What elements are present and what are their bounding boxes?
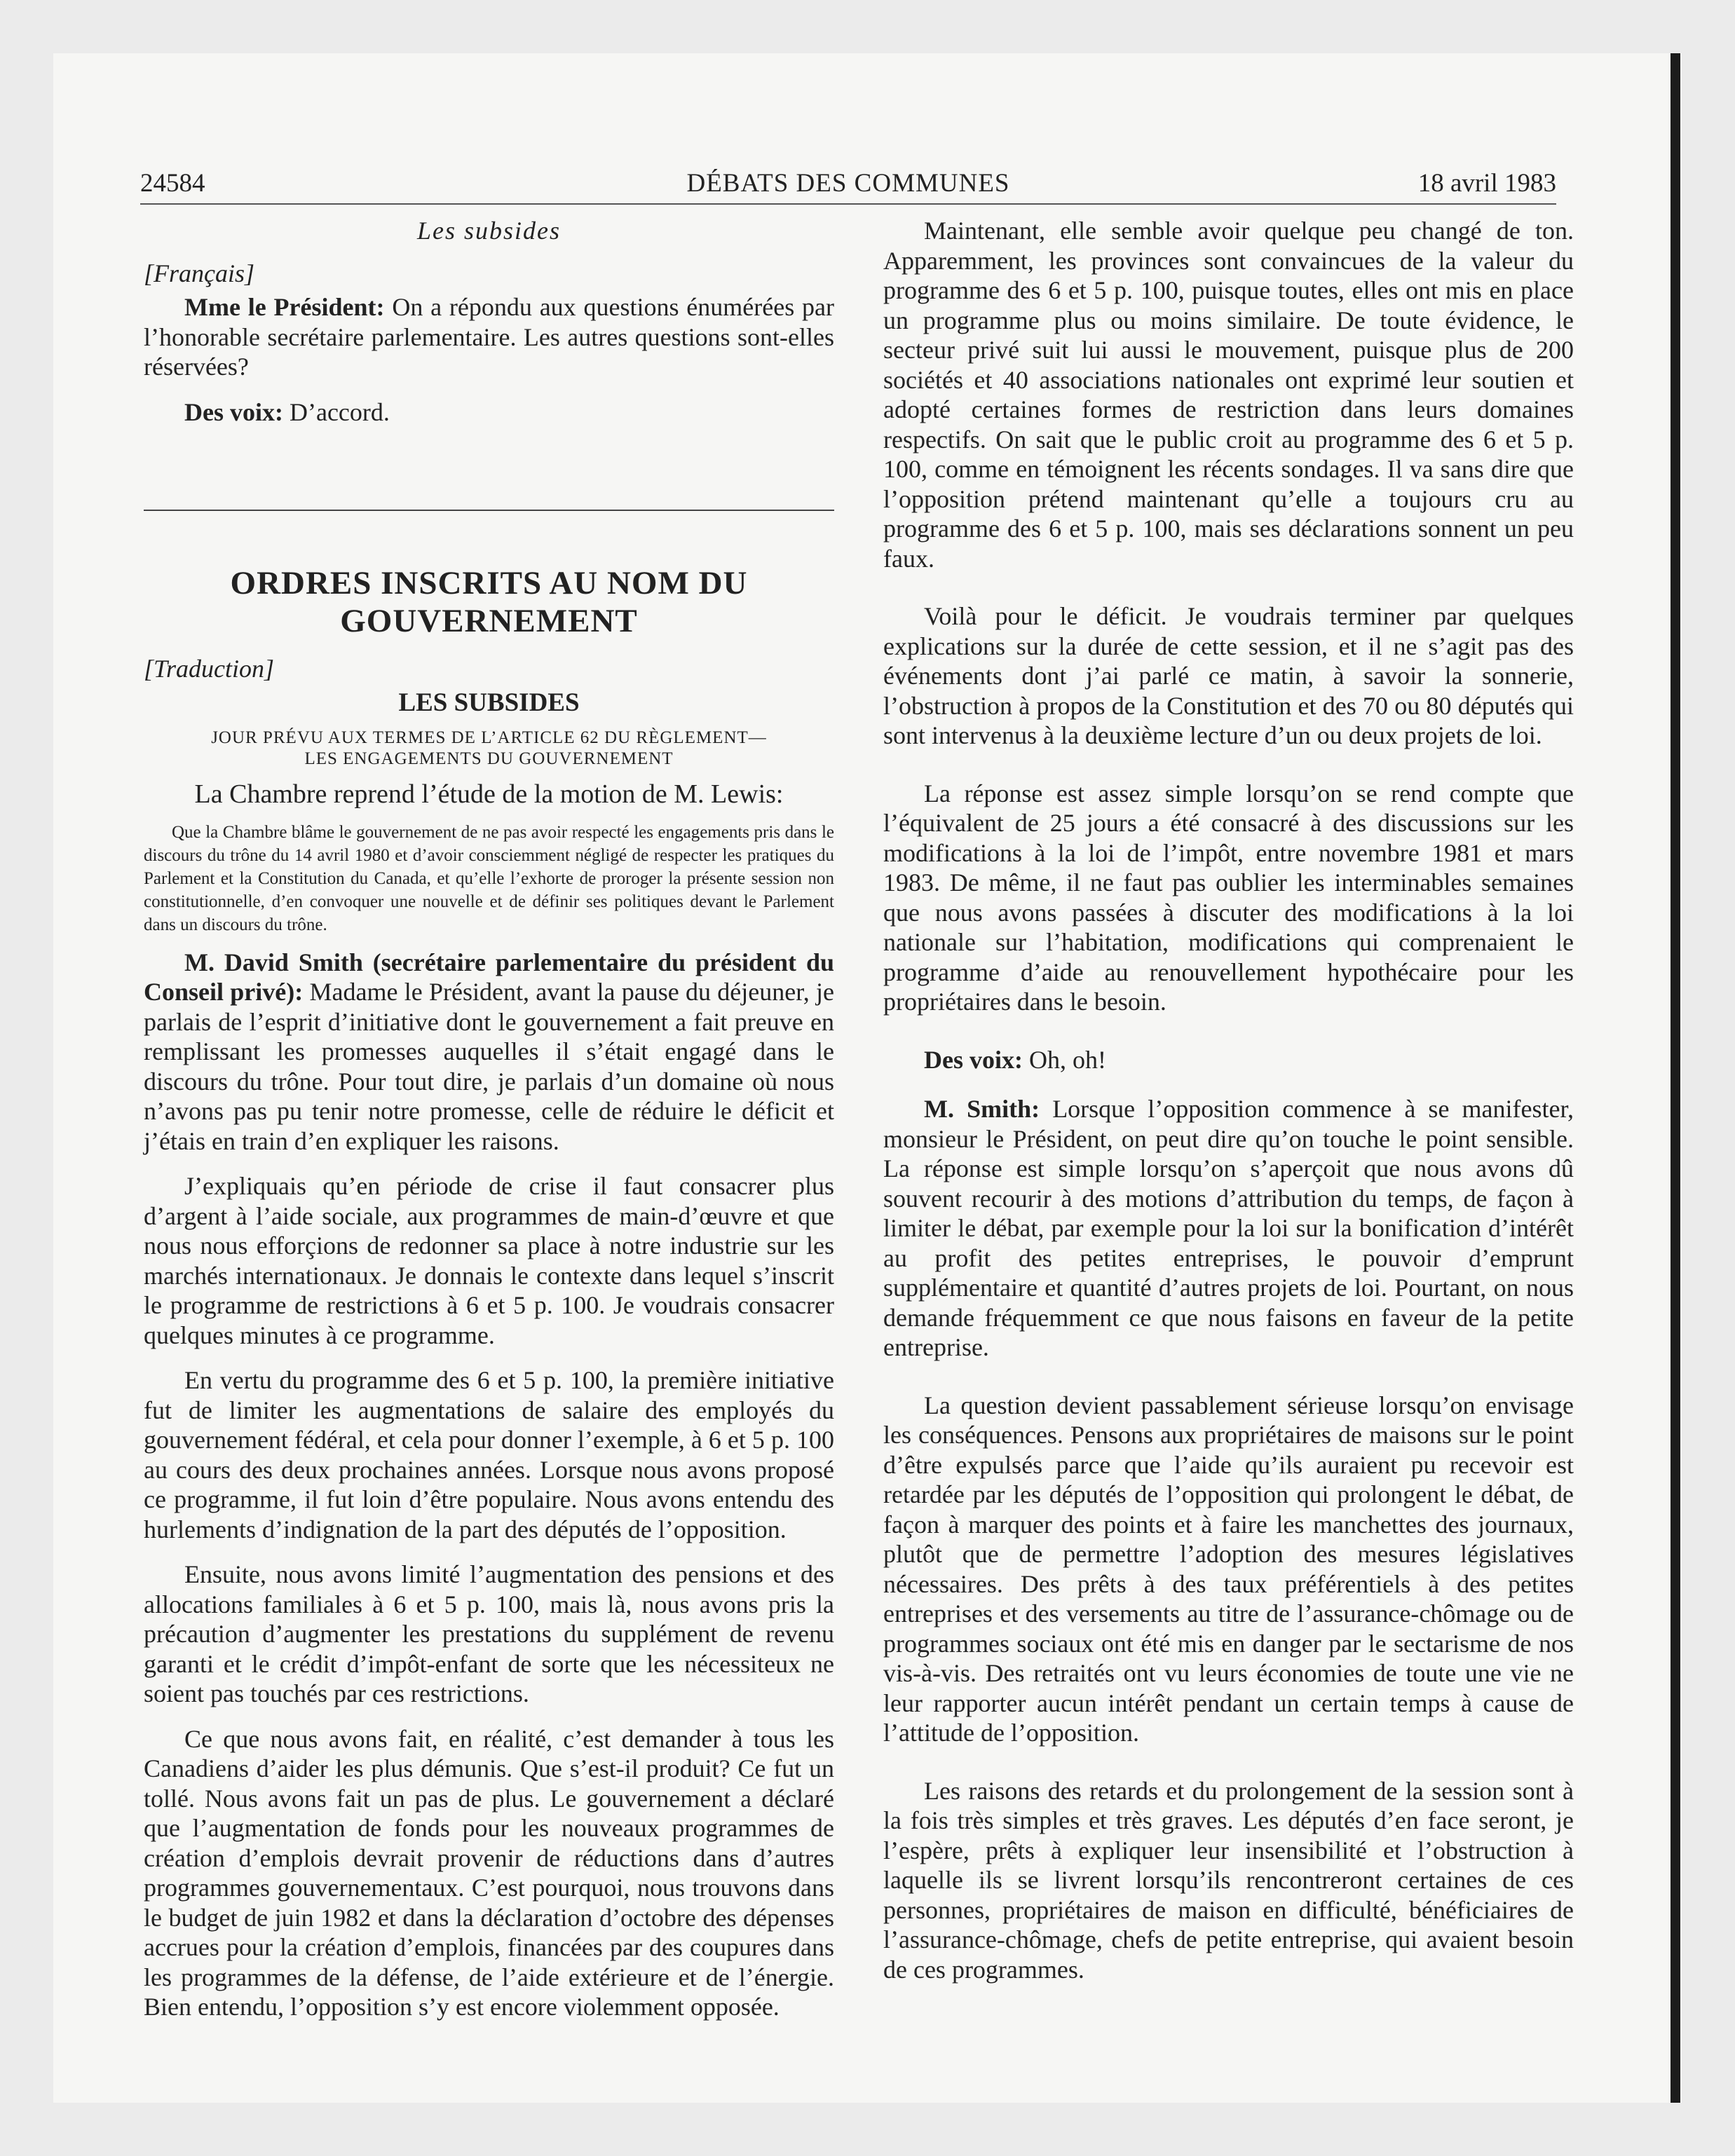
paragraph-text: Lorsque l’opposition commence à se manifester, monsieur le Président, on peut dire qu’on touche le point sensible. La réponse est simple lorsqu’on s’aperçoit que nous avons dû souvent recourir à des motions d’attribution du temps, de façon à limiter le débat, par exemple pour la loi sur la bonification d’intérêt au profit des petites entreprises, le pouvoir d’emprunt supplémentaire et quantité d’autres projets de loi. Pourtant, on nous demande fréquemment ce que nous faisons en faveur de la petite entreprise. xyxy=(883,1095,1574,1361)
subtitle-line: JOUR PRÉVU AUX TERMES DE L’ARTICLE 62 DU RÈGLEMENT— xyxy=(211,728,767,747)
issue-date: 18 avril 1983 xyxy=(1417,169,1556,198)
paragraph: Ce que nous avons fait, en réalité, c’est demander à tous les Canadiens d’aider les plus démunis. Que s’est-il produit? Ce fut un tollé. Nous avons fait un pas de plus. Le gouvernement a déclaré que l’augmentation de fonds pour les nouveaux programmes de création d’emplois devrait provenir de réductions dans d’autres programmes gouvernementaux. C’est pourquoi, nous trouvons dans le budget de juin 1982 et dans la déclaration d’octobre des dépenses accrues pour la création d’emplois, financées par des coupures dans les programmes de la défense, de l’aide extérieure et de l’énergie. Bien entendu, l’opposition s’y est encore violemment opposée. xyxy=(144,1724,834,2021)
speaker-label: Mme le Président: xyxy=(184,293,385,321)
paragraph: Maintenant, elle semble avoir quelque peu changé de ton. Apparemment, les provinces sont convaincues de la valeur du programme des 6 et 5 p. 100, puisque toutes, elles ont mis en place un programme plus ou moins similaire. De toute évidence, le secteur privé suit lui aussi le mouvement, puisque plus de 200 sociétés et 40 associations nationales ont exprimé leur soutien et adopté certaines formes de restriction dans leurs domaines respectifs. On sait que le public croit au programme des 6 et 5 p. 100, comme en témoignent les récents sondages. Il va sans dire que l’opposition prétend maintenant qu’elle a toujours cru au programme des 6 et 5 p. 100, mais ses déclarations sonnent un peu faux. xyxy=(883,217,1574,573)
left-column xyxy=(144,216,834,2038)
paragraph-text: Oh, oh! xyxy=(1022,1045,1106,1074)
subtitle-line: LES ENGAGEMENTS DU GOUVERNEMENT xyxy=(304,749,674,768)
paragraph xyxy=(883,1045,1574,1075)
running-head xyxy=(140,168,1556,205)
paragraph xyxy=(144,948,834,1157)
paragraph: La question devient passablement sérieuse lorsqu’on envisage les conséquences. Pensons aux propriétaires de maisons sur le point d’être expulsés parce que l’aide qu’ils auraient pu recevoir est retardée par les députés de l’opposition qui prolongent le débat, de façon à marquer des points et à faire les manchettes des journaux, plutôt que de permettre l’adoption des mesures législatives nécessaires. Des prêts à des taux préférentiels à des petites entreprises et des versements au titre de l’assurance-chômage ou de programmes sociaux ont été mis en danger par le sectarisme de nos vis-à-vis. Des retraités ont vu leurs économies de toute une vie ne leur rapporter aucun intérêt pendant un certain temps à cause de l’attitude de l’opposition. xyxy=(883,1391,1574,1747)
scan-edge-bar xyxy=(1671,53,1680,2103)
page-number: 24584 xyxy=(140,169,205,198)
paragraph: J’expliquais qu’en période de crise il faut consacrer plus d’argent à l’aide sociale, aux programmes de main-d’œuvre et que nous nous efforçions de redonner sa place à notre industrie sur les marchés internationaux. Je donnais le contexte dans lequel s’inscrit le programme de restrictions à 6 et 5 p. 100. Je voudrais consacrer quelques minutes à ce programme. xyxy=(144,1172,834,1349)
speaker-label: Des voix: xyxy=(184,397,283,426)
language-tag-francais: [Français] xyxy=(144,259,255,287)
paragraph: Ensuite, nous avons limité l’augmentation des pensions et des allocations familiales à 6 et 5 p. 100, mais là, nous avons pris la précaution d’augmenter les prestations du supplément de revenu garanti et le crédit d’impôt-enfant de sorte que les nécessiteux ne soient pas touchés par ces restrictions. xyxy=(144,1560,834,1707)
speaker-label: Des voix: xyxy=(924,1045,1023,1074)
order-of-day-subtitle xyxy=(144,728,834,770)
motion-intro: La Chambre reprend l’étude de la motion de M. Lewis: xyxy=(194,779,784,809)
subsection-heading: LES SUBSIDES xyxy=(398,688,580,717)
section-heading xyxy=(144,564,834,640)
paragraph xyxy=(144,397,834,428)
section-divider xyxy=(144,510,834,511)
right-column xyxy=(883,216,1574,2012)
motion-text: Que la Chambre blâme le gouvernement de ne pas avoir respecté les engagements pris dans le discours du trône du 14 avril 1980 et d’avoir consciemment négligé de respecter les pratiques du Parlement et la Constitution du Canada, et qu’elle l’exhorte de proroger la présente session non constitutionnelle, d’en convoquer une nouvelle et de définir ses politiques devant le Parlement dans un discours du trône. xyxy=(144,822,834,934)
paragraph-text: D’accord. xyxy=(283,397,390,426)
paragraph: Voilà pour le déficit. Je voudrais terminer par quelques explications sur la durée de cette session, et il ne s’agit pas des événements dont j’ai parlé ce matin, à savoir la sonnerie, l’obstruction à propos de la Constitution et des 70 ou 80 députés qui sont intervenus à la deuxième lecture d’un ou deux projets de loi. xyxy=(883,602,1574,749)
paragraph-text: On a répondu aux questions énumérées par l’honorable secrétaire parlementaire. Les autres questions sont-elles réservées? xyxy=(144,293,834,381)
publication-title: DÉBATS DES COMMUNES xyxy=(686,169,1010,198)
paragraph: En vertu du programme des 6 et 5 p. 100, la première initiative fut de limiter les augmentations de salaire des employés du gouvernement fédéral, et cela pour donner l’exemple, à 6 et 5 p. 100 au cours des deux prochaines années. Lorsque nous avons proposé ce programme, il fut loin d’être populaire. Nous avons entendu des hurlements d’indignation de la part des députés de l’opposition. xyxy=(144,1366,834,1543)
speaker-label: M. Smith: xyxy=(924,1095,1040,1123)
language-tag-traduction: [Traduction] xyxy=(144,655,275,683)
heading-line: ORDRES INSCRITS AU NOM DU xyxy=(230,565,748,601)
paragraph-text: Madame le Président, avant la pause du déjeuner, je parlais de l’esprit d’initiative dont le gouvernement a fait preuve en remplissant les promesses auquelles il s’était engagé dans le discours du trône. Pour tout dire, je parlais d’un domaine où nous n’avons pas pu tenir notre promesse, celle de réduire le déficit et j’étais en train d’en expliquer les raisons. xyxy=(144,978,835,1155)
speaker-label: M. David Smith (secrétaire parlementaire du président du Conseil privé): xyxy=(144,948,834,1006)
paragraph: La réponse est assez simple lorsqu’on se rend compte que l’équivalent de 25 jours a été consacré à des discussions sur les modifications à la loi de l’impôt, entre novembre 1981 et mars 1983. De même, il ne faut pas oublier les interminables semaines que nous avons passées à discuter des modifications à la loi nationale sur l’habitation, modifications qui comprenaient le programme d’aide au renouvellement hypothécaire pour les propriétaires dans le besoin. xyxy=(883,779,1574,1016)
paragraph xyxy=(883,1094,1574,1363)
heading-line: GOUVERNEMENT xyxy=(340,603,638,639)
paragraph xyxy=(144,292,834,382)
paragraph: Les raisons des retards et du prolongement de la session sont à la fois très simples et très graves. Les députés d’en face seront, je l’espère, prêts à expliquer leur insensibilité et l’obstruction à laquelle ils se livrent lorsqu’ils rencontreront certaines de ces personnes, propriétaires de maison en difficulté, bénéficiaires de l’assurance-chômage, chefs de petite entreprise, qui avaient besoin de ces programmes. xyxy=(883,1776,1574,1984)
section-italic-title: Les subsides xyxy=(416,217,562,245)
